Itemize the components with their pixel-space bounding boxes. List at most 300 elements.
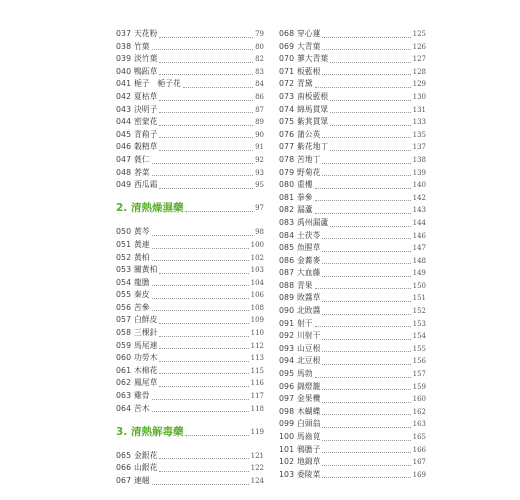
dot-leader (330, 226, 410, 227)
dot-leader (152, 310, 249, 311)
page-number: 150 (412, 281, 426, 290)
entry-number: 077 (279, 142, 295, 152)
toc-entry[interactable] (279, 267, 426, 280)
entry-name: 敗醬草 (297, 293, 321, 303)
toc-entry[interactable] (279, 305, 426, 318)
entry-name: 青葙子 (134, 129, 158, 139)
dot-leader (322, 276, 410, 277)
entry-name: 淡竹葉 (134, 54, 158, 64)
toc-entry[interactable] (279, 41, 426, 54)
entry-name: 鴉膽子 (297, 444, 321, 454)
dot-leader (322, 452, 410, 453)
entry-name: 漏蘆 (297, 205, 313, 215)
entry-name: 白頭翁 (297, 419, 321, 429)
toc-entry[interactable] (279, 355, 426, 368)
toc-entry[interactable] (279, 204, 426, 217)
entry-name: 魚腥草 (297, 243, 321, 253)
entry-name: 功勞木 (134, 353, 158, 363)
entry-number: 090 (279, 306, 295, 316)
dot-leader (159, 323, 248, 324)
dot-leader (159, 386, 248, 387)
page-number: 154 (412, 332, 426, 341)
entry-number: 071 (279, 66, 295, 76)
entry-number: 068 (279, 29, 295, 38)
entry-number: 038 (116, 41, 132, 51)
dot-leader (159, 471, 248, 472)
entry-number: 087 (279, 268, 295, 278)
toc-entry[interactable] (279, 129, 426, 142)
entry-name: 木棉花 (134, 365, 158, 375)
entry-name: 金蕎麥 (297, 255, 321, 265)
entry-number: 074 (279, 104, 295, 114)
entry-number: 101 (279, 444, 295, 454)
entry-name: 蕤仁 (134, 154, 150, 164)
toc-entry[interactable] (116, 239, 264, 252)
page-number: 108 (250, 303, 264, 312)
page-number: 127 (412, 55, 426, 64)
dot-leader (322, 301, 410, 302)
entry-name: 鳳尾草 (134, 378, 158, 388)
toc-entry[interactable] (116, 365, 264, 378)
toc-entry[interactable] (116, 390, 264, 403)
toc-entry[interactable] (116, 141, 264, 154)
page-number: 110 (250, 329, 264, 338)
entry-name: 青黛 (297, 79, 313, 89)
dot-leader (159, 273, 248, 274)
toc-entry[interactable] (279, 154, 426, 167)
page-number: 126 (412, 42, 426, 51)
entry-number: 045 (116, 129, 132, 139)
toc-entry[interactable] (116, 116, 264, 129)
page-number: 142 (412, 193, 426, 202)
entry-name: 錦燈籠 (297, 381, 321, 391)
dot-leader (322, 402, 410, 403)
entry-name: 大青葉 (297, 41, 321, 51)
entry-number: 083 (279, 217, 295, 227)
entry-number: 089 (279, 293, 295, 303)
page-number: 84 (255, 80, 264, 89)
dot-leader (322, 440, 410, 441)
entry-number: 066 (116, 463, 132, 473)
dot-leader (315, 288, 411, 289)
page-number: 82 (255, 55, 264, 64)
toc-entry[interactable] (279, 255, 426, 268)
toc-entry[interactable] (279, 230, 426, 243)
toc-entry[interactable] (279, 393, 426, 406)
page-number: 106 (250, 291, 264, 300)
entry-name: 黃連 (134, 239, 150, 249)
dot-leader (322, 351, 410, 352)
toc-entry[interactable] (279, 91, 426, 104)
dot-leader (159, 361, 248, 362)
dot-leader (152, 298, 249, 299)
dot-leader (159, 37, 253, 38)
entry-number: 064 (116, 403, 132, 413)
page-number: 92 (255, 155, 264, 164)
entry-number: 053 (116, 265, 132, 275)
dot-leader (322, 263, 410, 264)
entry-name: 苦參 (134, 302, 150, 312)
dot-leader (315, 326, 411, 327)
entry-name: 板藍根 (297, 66, 321, 76)
toc-entry[interactable] (116, 450, 264, 463)
entry-name: 決明子 (134, 104, 158, 114)
toc-entry[interactable] (279, 318, 426, 331)
entry-name: 山豆根 (297, 343, 321, 353)
entry-name: 蓼大青葉 (297, 54, 329, 64)
toc-entry[interactable] (279, 53, 426, 66)
toc-entry[interactable] (279, 381, 426, 394)
page-number: 156 (412, 357, 426, 366)
page-number: 121 (250, 451, 264, 460)
toc-entry[interactable] (116, 377, 264, 390)
page-number: 119 (250, 427, 264, 436)
page-number: 118 (250, 404, 264, 413)
toc-entry[interactable] (116, 352, 264, 365)
dot-leader (330, 125, 410, 126)
entry-name: 北豆根 (297, 356, 321, 366)
entry-name: 苦地丁 (297, 154, 321, 164)
page-number: 159 (412, 382, 426, 391)
dot-leader (152, 175, 253, 176)
dot-leader (159, 188, 253, 189)
dot-leader (322, 465, 410, 466)
entry-number: 059 (116, 340, 132, 350)
entry-name: 大血藤 (297, 268, 321, 278)
dot-leader (152, 49, 253, 50)
page-number: 95 (255, 181, 264, 190)
page-number: 103 (250, 266, 264, 275)
entry-name: 黃芩 (134, 227, 150, 237)
page-number: 91 (255, 143, 264, 152)
page-number: 143 (412, 206, 426, 215)
entry-name: 西瓜霜 (134, 180, 158, 190)
page-number: 160 (412, 395, 426, 404)
page-number: 129 (412, 80, 426, 89)
page-number: 137 (412, 143, 426, 152)
entry-number: 044 (116, 117, 132, 127)
toc-entry[interactable] (116, 41, 264, 54)
toc-entry[interactable] (279, 192, 426, 205)
entry-name: 紫花地丁 (297, 142, 329, 152)
toc-entry[interactable] (279, 368, 426, 381)
dot-leader (322, 364, 410, 365)
entry-name: 青果 (297, 280, 313, 290)
toc-entry[interactable] (279, 78, 426, 91)
dot-leader (159, 100, 253, 101)
entry-name: 竹葉 (134, 41, 150, 51)
toc-entry[interactable] (279, 280, 426, 293)
toc-entry[interactable] (279, 292, 426, 305)
page-number: 140 (412, 181, 426, 190)
entry-name: 土茯苓 (297, 230, 321, 240)
entry-name: 野菊花 (297, 167, 321, 177)
page-number: 163 (412, 420, 426, 429)
section-title: 2. 清熱燥濕藥 (116, 202, 184, 215)
page-number: 133 (412, 118, 426, 127)
entry-number: 072 (279, 79, 295, 89)
page-number: 86 (255, 92, 264, 101)
page-number: 165 (412, 433, 426, 441)
page-number: 144 (412, 218, 426, 227)
entry-number: 079 (279, 167, 295, 177)
dot-leader (322, 389, 410, 390)
page-number: 169 (412, 470, 426, 479)
toc-section-heading[interactable] (116, 426, 264, 439)
dot-leader (152, 399, 249, 400)
dot-leader (159, 137, 253, 138)
entry-name: 射干 (297, 318, 313, 328)
entry-number: 078 (279, 154, 295, 164)
dot-leader (322, 339, 410, 340)
entry-name: 山銀花 (134, 463, 158, 473)
entry-number: 084 (279, 230, 295, 240)
dot-leader (159, 150, 253, 151)
page-number: 109 (250, 316, 264, 325)
toc-entry[interactable] (279, 167, 426, 180)
dot-leader (152, 260, 249, 261)
toc-entry[interactable] (116, 475, 264, 488)
entry-number: 037 (116, 29, 132, 38)
entry-name: 川射干 (297, 331, 321, 341)
toc-entry[interactable] (116, 78, 264, 91)
entry-number: 052 (116, 252, 132, 262)
entry-number: 057 (116, 315, 132, 325)
page-number: 148 (412, 256, 426, 265)
dot-leader (322, 175, 410, 176)
entry-number: 091 (279, 318, 295, 328)
entry-name: 關黃柏 (134, 265, 158, 275)
entry-number: 099 (279, 419, 295, 429)
toc-entry[interactable] (279, 456, 426, 469)
entry-name: 雞骨 (134, 391, 150, 401)
entry-number: 069 (279, 41, 295, 51)
entry-name: 莕菜 (134, 167, 150, 177)
page-number: 146 (412, 231, 426, 240)
entry-name: 龍膽 (134, 277, 150, 287)
entry-number: 047 (116, 154, 132, 164)
toc-entry[interactable] (279, 179, 426, 192)
toc-entry[interactable] (116, 314, 264, 327)
toc-entry[interactable] (279, 141, 426, 154)
dot-leader (322, 37, 410, 38)
dot-leader (322, 414, 410, 415)
toc-entry[interactable] (279, 444, 426, 457)
entry-number: 040 (116, 66, 132, 76)
entry-name: 夏枯草 (134, 91, 158, 101)
page-number: 115 (250, 366, 264, 375)
page-number: 100 (250, 240, 264, 249)
entry-name: 密蒙花 (134, 117, 158, 127)
page-number: 116 (250, 379, 264, 388)
toc-entry[interactable] (116, 327, 264, 340)
entry-name: 穀精草 (134, 142, 158, 152)
dot-leader (330, 100, 410, 101)
entry-name: 白鮮皮 (134, 315, 158, 325)
toc-entry[interactable] (116, 179, 264, 192)
entry-number: 085 (279, 243, 295, 253)
toc-entry[interactable] (116, 167, 264, 180)
entry-name: 金銀花 (134, 450, 158, 460)
entry-number: 043 (116, 104, 132, 114)
entry-name: 蒲公英 (297, 129, 321, 139)
toc-entry[interactable] (279, 431, 426, 444)
page-number: 104 (250, 278, 264, 287)
toc-entry[interactable] (279, 28, 426, 41)
dot-leader (330, 112, 410, 113)
entry-number: 098 (279, 406, 295, 416)
entry-number: 082 (279, 205, 295, 215)
page-number: 83 (255, 67, 264, 76)
dot-leader (322, 163, 410, 164)
page-number: 97 (255, 204, 264, 213)
dot-leader (152, 163, 253, 164)
page-number: 138 (412, 155, 426, 164)
entry-number: 062 (116, 378, 132, 388)
entry-number: 048 (116, 167, 132, 177)
toc-entry[interactable] (116, 226, 264, 239)
page-number: 89 (255, 118, 264, 127)
entry-number: 041 (116, 79, 132, 89)
page-number: 128 (412, 67, 426, 76)
toc-entry[interactable] (116, 340, 264, 353)
entry-number: 092 (279, 331, 295, 341)
dot-leader (159, 348, 248, 349)
entry-name: 委陵菜 (297, 469, 321, 479)
entry-number: 096 (279, 381, 295, 391)
entry-number: 081 (279, 192, 295, 202)
dot-leader (330, 62, 410, 63)
entry-number: 073 (279, 91, 295, 101)
entry-number: 050 (116, 227, 132, 237)
entry-name: 天花粉 (134, 29, 158, 38)
entry-number: 055 (116, 290, 132, 300)
toc-entry[interactable] (279, 343, 426, 356)
dot-leader (152, 235, 253, 236)
toc-entry[interactable] (116, 66, 264, 79)
entry-name: 綿馬貫眾 (297, 104, 329, 114)
toc-entry[interactable] (279, 66, 426, 79)
dot-leader (159, 458, 248, 459)
toc-entry[interactable] (279, 330, 426, 343)
toc-entry[interactable] (116, 104, 264, 117)
entry-number: 102 (279, 457, 295, 467)
entry-number: 075 (279, 117, 295, 127)
page-number: 162 (412, 407, 426, 416)
toc-entry[interactable] (279, 469, 426, 482)
toc-entry[interactable] (116, 277, 264, 290)
page-number: 102 (250, 253, 264, 262)
entry-name: 木蝴蝶 (297, 406, 321, 416)
entry-name: 穿心蓮 (297, 29, 321, 38)
toc-left-column (116, 28, 264, 488)
dot-leader (315, 188, 411, 189)
entry-name: 馬勃 (297, 369, 313, 379)
toc-entry[interactable] (279, 116, 426, 129)
toc-entry[interactable] (116, 264, 264, 277)
dot-leader (159, 125, 253, 126)
dot-leader (322, 427, 410, 428)
toc-entry[interactable] (279, 418, 426, 431)
page-number: 157 (412, 370, 426, 379)
toc-entry[interactable] (116, 91, 264, 104)
entry-name: 北敗醬 (297, 306, 321, 316)
page-number: 151 (412, 294, 426, 303)
toc-entry[interactable] (279, 217, 426, 230)
dot-leader (322, 137, 410, 138)
page-number: 147 (412, 244, 426, 253)
page-number: 93 (255, 168, 264, 177)
dot-leader (152, 248, 249, 249)
page-number: 152 (412, 307, 426, 316)
dot-leader (322, 314, 410, 315)
toc-entry[interactable] (116, 53, 264, 66)
entry-number: 061 (116, 365, 132, 375)
toc-entry[interactable] (116, 129, 264, 142)
toc-entry[interactable] (116, 302, 264, 315)
toc-entry[interactable] (116, 462, 264, 475)
entry-number: 103 (279, 469, 295, 479)
page-number: 153 (412, 319, 426, 328)
entry-name: 禹州漏蘆 (297, 217, 329, 227)
toc-entry[interactable] (116, 403, 264, 416)
toc-entry[interactable] (116, 289, 264, 302)
page-number: 166 (412, 445, 426, 454)
dot-leader (183, 87, 253, 88)
entry-number: 100 (279, 432, 295, 441)
entry-number: 063 (116, 391, 132, 401)
entry-name: 連翹 (134, 476, 150, 485)
entry-number: 080 (279, 180, 295, 190)
entry-number: 054 (116, 277, 132, 287)
toc-entry[interactable] (279, 104, 426, 117)
entry-name: 苦木 (134, 403, 150, 413)
dot-leader (322, 251, 410, 252)
entry-number: 076 (279, 129, 295, 139)
entry-number: 042 (116, 91, 132, 101)
dot-leader (330, 150, 410, 151)
page-number: 90 (255, 130, 264, 139)
entry-name: 地錦草 (297, 457, 321, 467)
entry-number: 039 (116, 54, 132, 64)
toc-entry[interactable] (279, 242, 426, 255)
entry-name: 馬尾連 (134, 340, 158, 350)
toc-entry[interactable] (279, 406, 426, 419)
page-number: 112 (250, 341, 264, 350)
dot-leader (315, 200, 411, 201)
entry-name: 金果欖 (297, 394, 321, 404)
dot-leader (315, 213, 411, 214)
entry-name: 鴨跖草 (134, 66, 158, 76)
entry-name: 南板藍根 (297, 91, 329, 101)
page-number: 130 (412, 92, 426, 101)
toc-entry[interactable] (116, 154, 264, 167)
entry-number: 051 (116, 239, 132, 249)
toc-entry[interactable] (116, 28, 264, 41)
dot-leader (322, 238, 410, 239)
entry-number: 067 (116, 476, 132, 485)
dot-leader (322, 477, 410, 478)
entry-name: 重樓 (297, 180, 313, 190)
toc-section-heading[interactable] (116, 203, 264, 216)
toc-right-column (279, 28, 426, 481)
entry-number: 049 (116, 180, 132, 190)
toc-entry[interactable] (116, 252, 264, 265)
entry-number: 060 (116, 353, 132, 363)
dot-leader (322, 49, 410, 50)
dot-leader (152, 285, 249, 286)
entry-number: 046 (116, 142, 132, 152)
